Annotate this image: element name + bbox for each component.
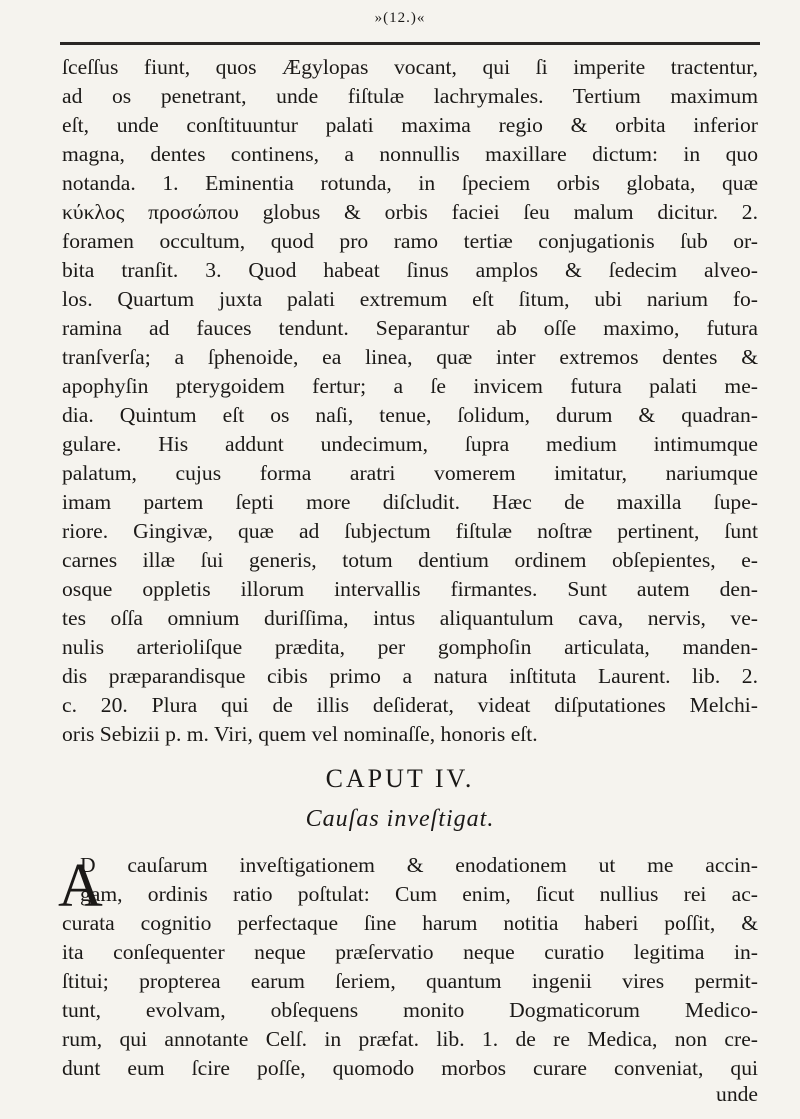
header-rule: [60, 42, 760, 45]
page-number-ornament: »(12.)«: [374, 10, 426, 26]
text-line: notanda. 1. Eminentia rotunda, in ſpeciem orbis globata, quæ: [62, 171, 758, 195]
text-line: apophyſin pterygoidem fertur; a ſe invicem futura palati me-: [62, 374, 758, 398]
text-line: gulare. His addunt undecimum, ſupra medium intimumque: [62, 432, 758, 456]
text-line: nulis arterioliſque prædita, per gomphoſin articulata, manden-: [62, 635, 758, 659]
chapter-heading: CAPUT IV.: [325, 764, 475, 793]
text-line: foramen occultum, quod pro ramo tertiæ conjugationis ſub or-: [62, 229, 758, 253]
text-line: ſtitui; propterea earum ſeriem, quantum ingenii vires permit-: [62, 969, 758, 993]
text-line: ſceſſus fiunt, quos Ægylopas vocant, qui ſi imperite tractentur,: [62, 55, 758, 79]
text-line: ita conſequenter neque præſervatio neque curatio legitima in-: [62, 940, 758, 964]
text-line: dia. Quintum eſt os naſi, tenue, ſolidum, durum & quadran-: [62, 403, 758, 427]
text-line: carnes illæ ſui generis, totum dentium ordinem obſepientes, e-: [62, 548, 758, 572]
text-line: rum, qui annotante Celſ. in præfat. lib. 1. de re Medica, non cre-: [62, 1027, 758, 1051]
text-line: palatum, cujus forma aratri vomerem imitatur, nariumque: [62, 461, 758, 485]
text-line: imam partem ſepti more diſcludit. Hæc de maxilla ſupe-: [62, 490, 758, 514]
text-line: ramina ad fauces tendunt. Separantur ab oſſe maximo, futura: [62, 316, 758, 340]
catchword: unde: [716, 1082, 758, 1106]
text-line: tranſverſa; a ſphenoide, ea linea, quæ inter extremos dentes &: [62, 345, 758, 369]
text-line: tes oſſa omnium duriſſima, intus aliquantulum cava, nervis, ve-: [62, 606, 758, 630]
text-line: osque oppletis illorum intervallis firmantes. Sunt autem den-: [62, 577, 758, 601]
drop-cap: A: [58, 852, 103, 920]
text-line: magna, dentes continens, a nonnullis maxillare dictum: in quo: [62, 142, 758, 166]
text-line: tunt, evolvam, obſequens monito Dogmaticorum Medico-: [62, 998, 758, 1022]
text-line: dunt eum ſcire poſſe, quomodo morbos curare conveniat, qui: [62, 1056, 758, 1080]
chapter-subtitle: Cauſas inveſtigat.: [305, 806, 495, 832]
text-line: curata cognitio perfectaque ſine harum notitia haberi poſſit, &: [62, 911, 758, 935]
text-line: ad os penetrant, unde fiſtulæ lachrymales. Tertium maximum: [62, 84, 758, 108]
text-line: oris Sebizii p. m. Viri, quem vel nominaſſe, honoris eſt.: [62, 722, 538, 746]
text-line: gam, ordinis ratio poſtulat: Cum enim, ſicut nullius rei ac-: [80, 882, 758, 906]
text-line: riore. Gingivæ, quæ ad ſubjectum fiſtulæ noſtræ pertinent, ſunt: [62, 519, 758, 543]
text-line: eſt, unde conſtituuntur palati maxima regio & orbita inferior: [62, 113, 758, 137]
text-line: D cauſarum inveſtigationem & enodationem ut me accin-: [80, 853, 758, 877]
text-line: c. 20. Plura qui de illis deſiderat, videat diſputationes Melchi-: [62, 693, 758, 717]
text-line: κύκλος προσώπου globus & orbis faciei ſeu malum dicitur. 2.: [62, 200, 758, 224]
text-line: dis præparandisque cibis primo a natura inſtituta Laurent. lib. 2.: [62, 664, 758, 688]
text-line: bita tranſit. 3. Quod habeat ſinus amplos & ſedecim alveo-: [62, 258, 758, 282]
text-line: los. Quartum juxta palati extremum eſt ſitum, ubi narium fo-: [62, 287, 758, 311]
